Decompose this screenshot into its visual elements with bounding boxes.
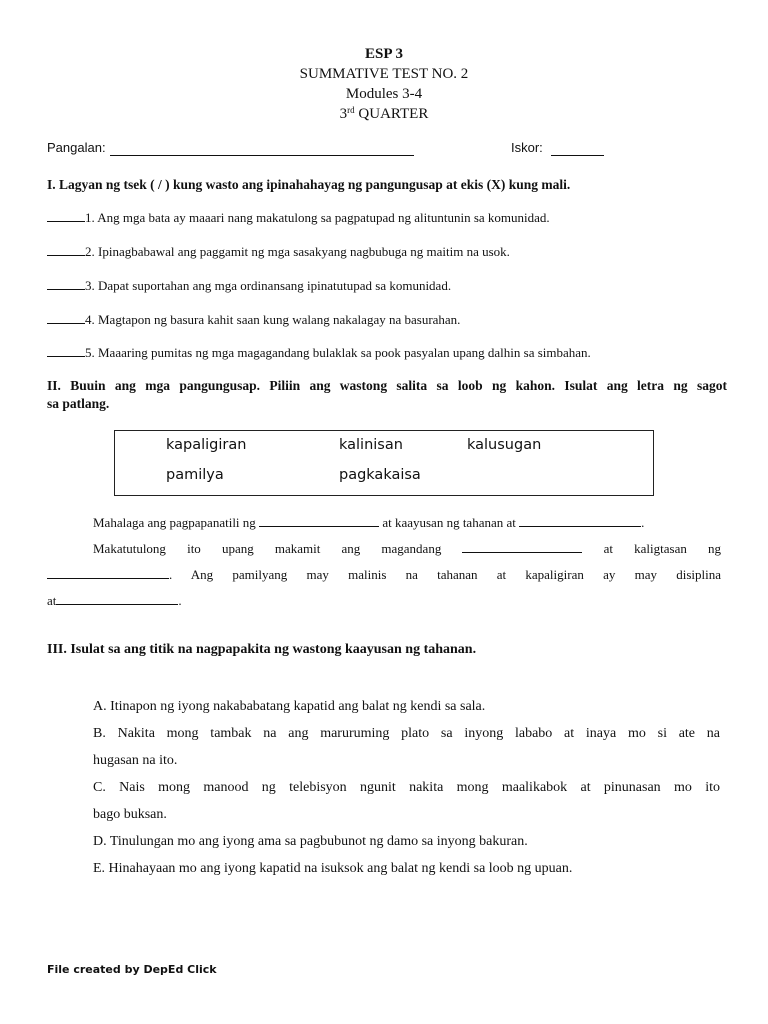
part1-item [47,276,737,294]
score-label: Iskor: [511,140,543,155]
text: . [641,515,645,530]
name-blank[interactable] [110,141,414,156]
quarter-word: QUARTER [358,106,429,122]
word-option: kalusugan [467,437,542,453]
part2-instruction-line2: sa patlang. [47,396,110,411]
fill-blank[interactable] [462,539,582,553]
part1-instruction: I. Lagyan ng tsek ( / ) kung wasto ang ipinahahayag ng pangungusap at ekis (X) kung mali. [47,177,571,192]
word-option: kapaligiran [166,437,247,453]
part3-choices [93,693,720,882]
quarter-number: 3 [339,106,348,122]
choice-e: E. Hinahayaan mo ang iyong kapatid na isuksok ang balat ng kendi sa loob ng upuan. [93,861,573,876]
answer-blank[interactable] [47,343,85,357]
item-text: 3. Dapat suportahan ang mga ordinansang ipinatutupad sa komunidad. [85,278,452,293]
word-bank-box [114,430,654,496]
fill-blank[interactable] [47,565,169,579]
part2-paragraph [47,510,721,614]
text: at [47,593,57,608]
item-text: 1. Ang mga bata ay maaari nang makatulong sa pagpatupad ng alituntunin sa komunidad. [85,210,550,225]
subject-title: ESP 3 [365,46,403,62]
answer-blank[interactable] [47,242,85,256]
test-title: SUMMATIVE TEST NO. 2 [299,66,469,82]
part1-item [47,343,737,361]
answer-blank[interactable] [47,276,85,290]
part2-instruction-line1: II. Buuin ang mga pangungusap. Piliin ang wastong salita sa loob ng kahon. Isulat ang letra ng sagot [47,378,727,393]
choice-d: D. Tinulungan mo ang iyong ama sa pagbubunot ng damo sa inyong bakuran. [93,834,528,849]
item-text: 2. Ipinagbabawal ang paggamit ng mga sasakyang nagbubuga ng maitim na usok. [85,244,510,259]
choice-c-line2: bago buksan. [93,807,167,822]
part1-item [47,310,737,328]
text: at kaligtasan ng [603,541,722,556]
item-text: 5. Maaaring pumitas ng mga magagandang bulaklak sa pook pasyalan upang dalhin sa simbahan. [85,345,591,360]
paragraph-line [47,536,721,562]
answer-blank[interactable] [47,208,85,222]
word-option: pamilya [166,467,224,483]
choice-b-line2: hugasan na ito. [93,753,178,768]
name-label: Pangalan: [47,140,106,155]
quarter-ordinal: rd [347,105,355,115]
fill-blank[interactable] [259,513,379,527]
choice-a: A. Itinapon ng iyong nakababatang kapatid ang balat ng kendi sa sala. [93,699,486,714]
text: . Ang pamilyang may malinis na tahanan at kapaligiran ay may disiplina [169,567,721,582]
word-option: kalinisan [339,437,403,453]
text: . [178,593,182,608]
text: at kaayusan ng tahanan at [382,515,516,530]
name-score-row [47,140,727,158]
fill-blank[interactable] [56,591,178,605]
word-option: pagkakaisa [339,467,421,483]
choice-b-line1: B. Nakita mong tambak na ang maruruming plato sa inyong lababo at inaya mo si ate na [93,726,720,741]
choice-c-line1: C. Nais mong manood ng telebisyon ngunit nakita mong maalikabok at pinunasan mo ito [93,780,720,795]
part3-instruction: III. Isulat sa ang titik na nagpapakita ng wastong kaayusan ng tahanan. [47,642,477,657]
text: Mahalaga ang pagpapanatili ng [93,515,256,530]
text: Makatutulong ito upang makamit ang magandang [93,541,442,556]
paragraph-line [47,510,721,536]
modules-label: Modules 3-4 [345,86,423,102]
fill-blank[interactable] [519,513,641,527]
part2-instruction [47,377,727,413]
footer-credit: File created by DepEd Click [47,963,217,976]
part1-item [47,208,737,226]
answer-blank[interactable] [47,310,85,324]
paragraph-line [47,588,721,614]
score-blank[interactable] [551,141,604,156]
test-header [0,44,768,124]
item-text: 4. Magtapon ng basura kahit saan kung walang nakalagay na basurahan. [85,312,461,327]
quarter-label [0,104,768,124]
part1-item [47,242,737,260]
paragraph-line [47,562,721,588]
